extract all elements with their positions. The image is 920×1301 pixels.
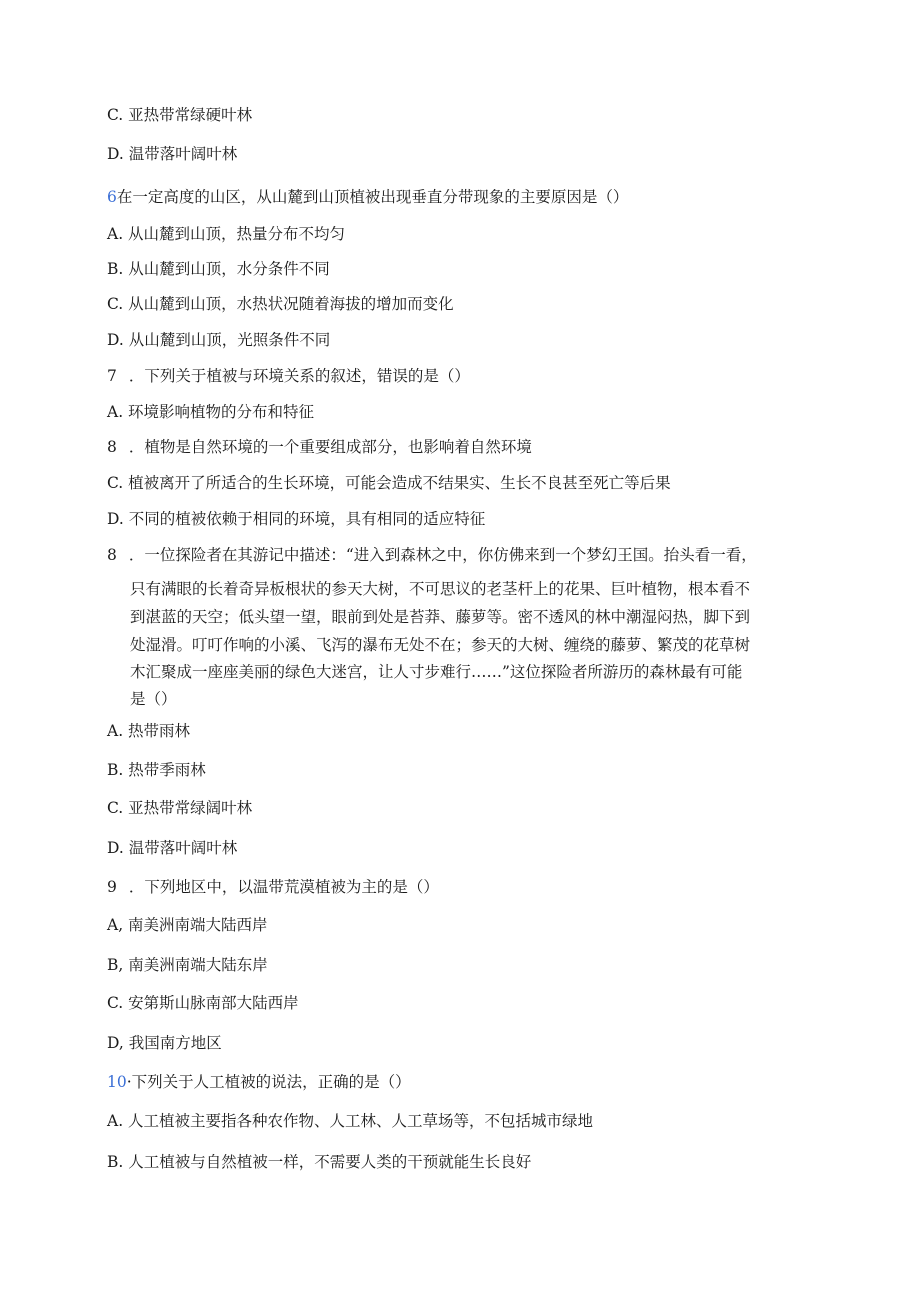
question-8-line-4: 处湿滑。叮叮作响的小溪、飞泻的瀑布无处不在；参天的大树、缠绕的藤萝、繁茂的花草树 <box>130 636 751 654</box>
question-9-option-a: A, 南美洲南端大陆西岸 <box>107 916 268 934</box>
question-6-option-c: C. 从山麓到山顶，水热状况随着海拔的增加而变化 <box>107 295 454 313</box>
question-7-option-d: D. 不同的植被依赖于相同的环境，具有相同的适应特征 <box>107 510 486 528</box>
question-6-option-a: A. 从山麓到山顶，热量分布不均匀 <box>107 225 346 243</box>
question-8-number: 8 <box>107 546 117 564</box>
question-8-line-6: 是（） <box>130 690 177 708</box>
question-9-option-c: C. 安第斯山脉南部大陆西岸 <box>107 994 299 1012</box>
question-9-text: ．下列地区中，以温带荒漠植被为主的是（） <box>128 878 439 896</box>
question-9-number: 9 <box>107 878 117 896</box>
question-8-option-c: C. 亚热带常绿阔叶林 <box>107 799 253 817</box>
question-9-option-d: D, 我国南方地区 <box>107 1034 222 1052</box>
question-8-line-5: 木汇聚成一座座美丽的绿色大迷宫，让人寸步难行……”这位探险者所游历的森林最有可能 <box>130 663 743 681</box>
question-7-number: 7 <box>107 367 117 385</box>
question-7-option-c: C. 植被离开了所适合的生长环境，可能会造成不结果实、生长不良甚至死亡等后果 <box>107 474 671 492</box>
question-6-number: 6 <box>107 188 117 206</box>
question-9 <box>107 877 439 897</box>
question-7-option-b-text: ．植物是自然环境的一个重要组成部分，也影响着自然环境 <box>128 438 532 456</box>
question-8-option-d: D. 温带落叶阔叶林 <box>107 839 238 857</box>
question-7-text: ．下列关于植被与环境关系的叙述，错误的是（） <box>128 367 470 385</box>
question-8-text-1: ．一位探险者在其游记中描述：“进入到森林之中，你仿佛来到一个梦幻王国。抬头看一看， <box>128 546 757 564</box>
question-8-line-3: 到湛蓝的天空；低头望一望，眼前到处是苔莽、藤萝等。密不透风的林中潮湿闷热，脚下到 <box>130 608 751 626</box>
question-7-option-b <box>107 437 532 457</box>
question-6 <box>107 187 628 207</box>
question-9-option-b: B, 南美洲南端大陆东岸 <box>107 956 268 974</box>
option-c-prev: C. 亚热带常绿硬叶林 <box>107 106 253 124</box>
question-6-option-d: D. 从山麓到山顶，光照条件不同 <box>107 331 331 349</box>
question-7-option-a: A. 环境影响植物的分布和特征 <box>107 403 315 421</box>
question-8-option-a: A. 热带雨林 <box>107 722 191 740</box>
option-d-prev: D. 温带落叶阔叶林 <box>107 145 238 163</box>
question-6-option-b: B. 从山麓到山顶，水分条件不同 <box>107 260 330 278</box>
question-7-option-b-number: 8 <box>107 438 117 456</box>
question-6-text: 在一定高度的山区，从山麓到山顶植被出现垂直分带现象的主要原因是（） <box>116 188 629 206</box>
question-8-line-2: 只有满眼的长着奇异板根状的参天大树，不可思议的老茎杆上的花果、巨叶植物，根本看不 <box>130 580 751 598</box>
question-7 <box>107 366 470 386</box>
question-10 <box>107 1072 411 1092</box>
question-10-option-b: B. 人工植被与自然植被一样，不需要人类的干预就能生长良好 <box>107 1153 532 1171</box>
question-8-line-1 <box>107 545 757 565</box>
question-10-number: 10 <box>107 1073 127 1091</box>
question-10-option-a: A. 人工植被主要指各种农作物、人工林、人工草场等，不包括城市绿地 <box>107 1112 594 1130</box>
question-10-text: ·下列关于人工植被的说法，正确的是（） <box>126 1073 411 1091</box>
question-8-option-b: B. 热带季雨林 <box>107 761 206 779</box>
